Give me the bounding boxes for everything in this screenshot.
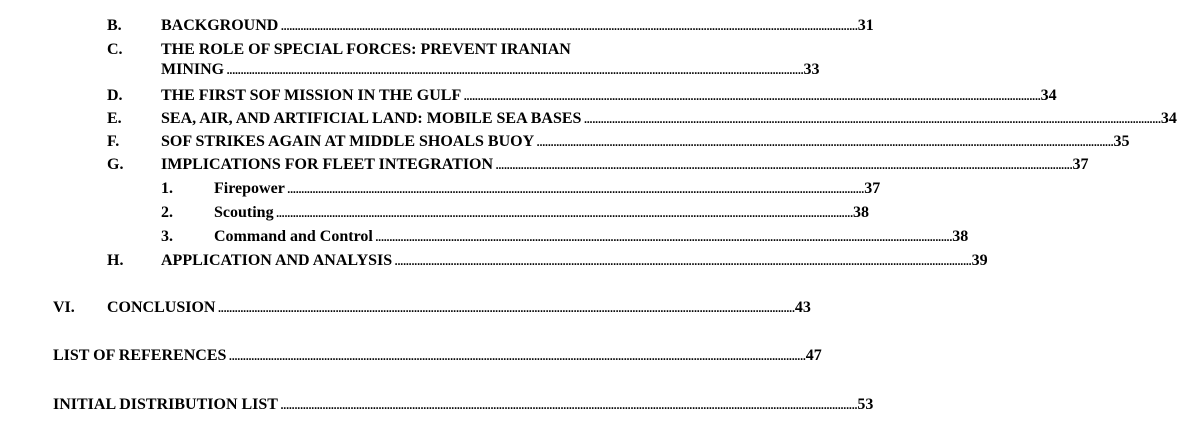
toc-entry-page: 53 [857,396,874,413]
toc-entry-number: E. [107,110,122,127]
toc-entry-number: 3. [161,228,173,245]
toc-entry-number: G. [107,156,124,173]
toc-entry-number: 1. [161,180,173,197]
toc-entry-title: CONCLUSION [107,299,216,316]
toc-entry-page: 35 [1113,133,1130,150]
toc-entry-conclusion[interactable] [53,298,811,318]
toc-dot-leader [287,179,862,199]
toc-entry-application-and-analysis[interactable] [107,251,988,271]
toc-entry-page: 37 [864,180,881,197]
toc-entry-list-of-references[interactable] [53,346,822,366]
toc-entry-sof-strikes-again[interactable] [107,132,1130,152]
toc-entry-number: F. [107,133,120,150]
toc-entry-number: B. [107,17,122,34]
toc-entry-title: SEA, AIR, AND ARTIFICIAL LAND: MOBILE SEA BASES [161,110,582,127]
toc-dot-leader [280,16,855,36]
toc-entry-initial-distribution-list[interactable] [53,395,874,415]
toc-entry-page: 38 [852,204,869,221]
toc-entry-title-line-1: THE ROLE OF SPECIAL FORCES: PREVENT IRANIAN [161,41,571,58]
toc-dot-leader [394,251,969,271]
toc-entry-page: 33 [803,61,820,78]
toc-dot-leader [536,132,1111,152]
toc-entry-number: H. [107,252,124,269]
toc-entry-scouting[interactable] [161,203,869,223]
toc-entry-title-line-2: MINING [161,61,225,78]
toc-dot-leader [463,86,1038,106]
toc-entry-background[interactable] [107,16,874,36]
toc-entry-page: 34 [1160,110,1177,127]
toc-entry-title: THE FIRST SOF MISSION IN THE GULF [161,87,462,104]
toc-entry-first-sof-mission[interactable] [107,86,1057,106]
toc-entry-number: 2. [161,204,173,221]
toc-entry-page: 34 [1040,87,1057,104]
toc-dot-leader [217,298,792,318]
toc-entry-command-and-control[interactable] [161,227,969,247]
toc-entry-title: LIST OF REFERENCES [53,347,227,364]
toc-entry-fleet-integration[interactable] [107,155,1089,175]
toc-dot-leader [226,60,801,80]
toc-entry-title: Command and Control [214,228,373,245]
toc-entry-title: INITIAL DISTRIBUTION LIST [53,396,278,413]
toc-entry-role-of-special-forces[interactable] [107,40,820,80]
toc-dot-leader [375,227,950,247]
toc-dot-leader [228,346,803,366]
toc-entry-page: 31 [857,17,874,34]
toc-dot-leader [495,155,1070,175]
toc-entry-page: 38 [952,228,969,245]
toc-entry-title: Firepower [214,180,285,197]
toc-entry-title: Scouting [214,204,274,221]
toc-entry-title: SOF STRIKES AGAIN AT MIDDLE SHOALS BUOY [161,133,535,150]
toc-entry-page: 39 [971,252,988,269]
toc-entry-number: VI. [53,299,75,316]
toc-entry-title: IMPLICATIONS FOR FLEET INTEGRATION [161,156,494,173]
toc-entry-firepower[interactable] [161,179,881,199]
toc-entry-page: 47 [805,347,822,364]
toc-entry-title: BACKGROUND [161,17,279,34]
toc-entry-title: APPLICATION AND ANALYSIS [161,252,393,269]
toc-entry-page: 37 [1072,156,1089,173]
toc-dot-leader [583,109,1158,129]
toc-dot-leader [276,203,851,223]
toc-entry-number: D. [107,87,123,104]
toc-entry-mobile-sea-bases[interactable] [107,109,1177,129]
toc-entry-page: 43 [794,299,811,316]
toc-entry-number: C. [107,41,123,58]
toc-dot-leader [280,395,855,415]
